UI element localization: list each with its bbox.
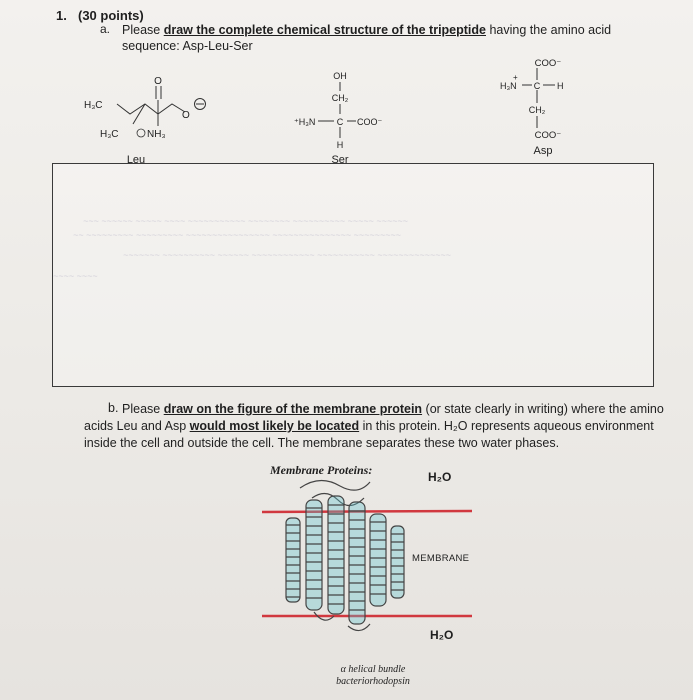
leu-h3c-bottom: H₃C (100, 129, 119, 140)
helix-2 (306, 500, 322, 610)
asp-plus-charge: + (513, 73, 518, 82)
ser-ch2: CH₂ (331, 93, 349, 103)
bleed-through-text: ~~~ ~~~~~~ ~~~~~ ~~~~ ~~~~~~~~~~~ ~~~~~~~~ ~~~~~~~~~~ ~~~~~ ~~~~~~ (83, 216, 408, 226)
bleed-through-text: ~~ ~~~~~~~~~ ~~~~~~~~~ ~~~~~~~~~~~~~~~~ ~~~~~~~~~~~~~~~ ~~~~~~~~~ (73, 230, 401, 240)
helix-6 (391, 526, 404, 598)
ser-coo: COO⁻ (357, 117, 383, 127)
asp-coo-top: COO⁻ (534, 58, 562, 69)
question-number: 1. (56, 8, 67, 23)
helix-bundle (286, 480, 404, 630)
asp-h3n: H₃N (500, 81, 517, 91)
ser-alpha-carbon: C (336, 117, 344, 127)
asp-coo-bottom: COO⁻ (534, 130, 562, 141)
asp-alpha-carbon: C (533, 81, 541, 91)
figure-caption (318, 664, 428, 688)
leu-name: Leu (126, 154, 146, 166)
part-b-text-2: (or state clearly in writing) where the amino acids Leu and Asp (84, 402, 664, 433)
caption-line-1: α helical bundle (340, 664, 406, 675)
membrane-top-line (262, 511, 472, 512)
membrane-label: MEMBRANE (412, 553, 470, 564)
ser-name: Ser (331, 154, 349, 166)
caption-line-2: bacteriorhodopsin (336, 676, 410, 687)
leu-h3c-top: H₃C (84, 100, 103, 111)
leu-carboxyl-oxygen: O (182, 110, 190, 121)
part-b-text-1: Please (122, 402, 164, 416)
ser-h: H (336, 140, 344, 150)
ser-h3n: ⁺H₃N (294, 117, 316, 127)
question-points: (30 points) (78, 8, 144, 23)
h2o-bottom-label: H₂O (430, 628, 454, 642)
part-b-underlined-2: would most likely be located (189, 419, 360, 433)
helix-1 (286, 518, 300, 602)
helix-5 (370, 514, 386, 606)
leu-carbonyl-oxygen: O (154, 76, 162, 87)
part-a-letter: a. (100, 22, 111, 36)
bleed-through-text: ~~~~~~~ ~~~~~~~~~~ ~~~~~~ ~~~~~~~~~~~~ ~~~~~~~~~~~ ~~~~~~~~~~~~~~ (123, 250, 451, 260)
part-a-text-before: Please (122, 23, 164, 37)
part-a-text-after: having the amino acid sequence: Asp-Leu-Ser (122, 23, 612, 53)
part-b-text-3: in this protein. H₂O represents aqueous environment inside the cell and outside the cell. The membrane separates these two water phases. (84, 419, 654, 450)
leu-nh3: NH₃ (147, 129, 166, 140)
part-b-underlined-1: draw on the figure of the membrane protein (163, 402, 423, 416)
asp-name: Asp (533, 145, 553, 157)
part-a-underlined-instruction: draw the complete chemical structure of the tripeptide (163, 23, 486, 37)
h2o-top-label: H₂O (428, 470, 452, 484)
asp-h: H (557, 81, 564, 91)
ser-oh: OH (333, 71, 347, 81)
bleed-through-text: ~~~~ ~~~~ (53, 271, 98, 281)
figure-title: Membrane Proteins: (270, 463, 373, 477)
helix-3 (328, 496, 344, 614)
asp-ch2: CH₂ (528, 105, 546, 115)
helix-4 (349, 502, 365, 624)
part-b-letter: b. (108, 401, 119, 415)
